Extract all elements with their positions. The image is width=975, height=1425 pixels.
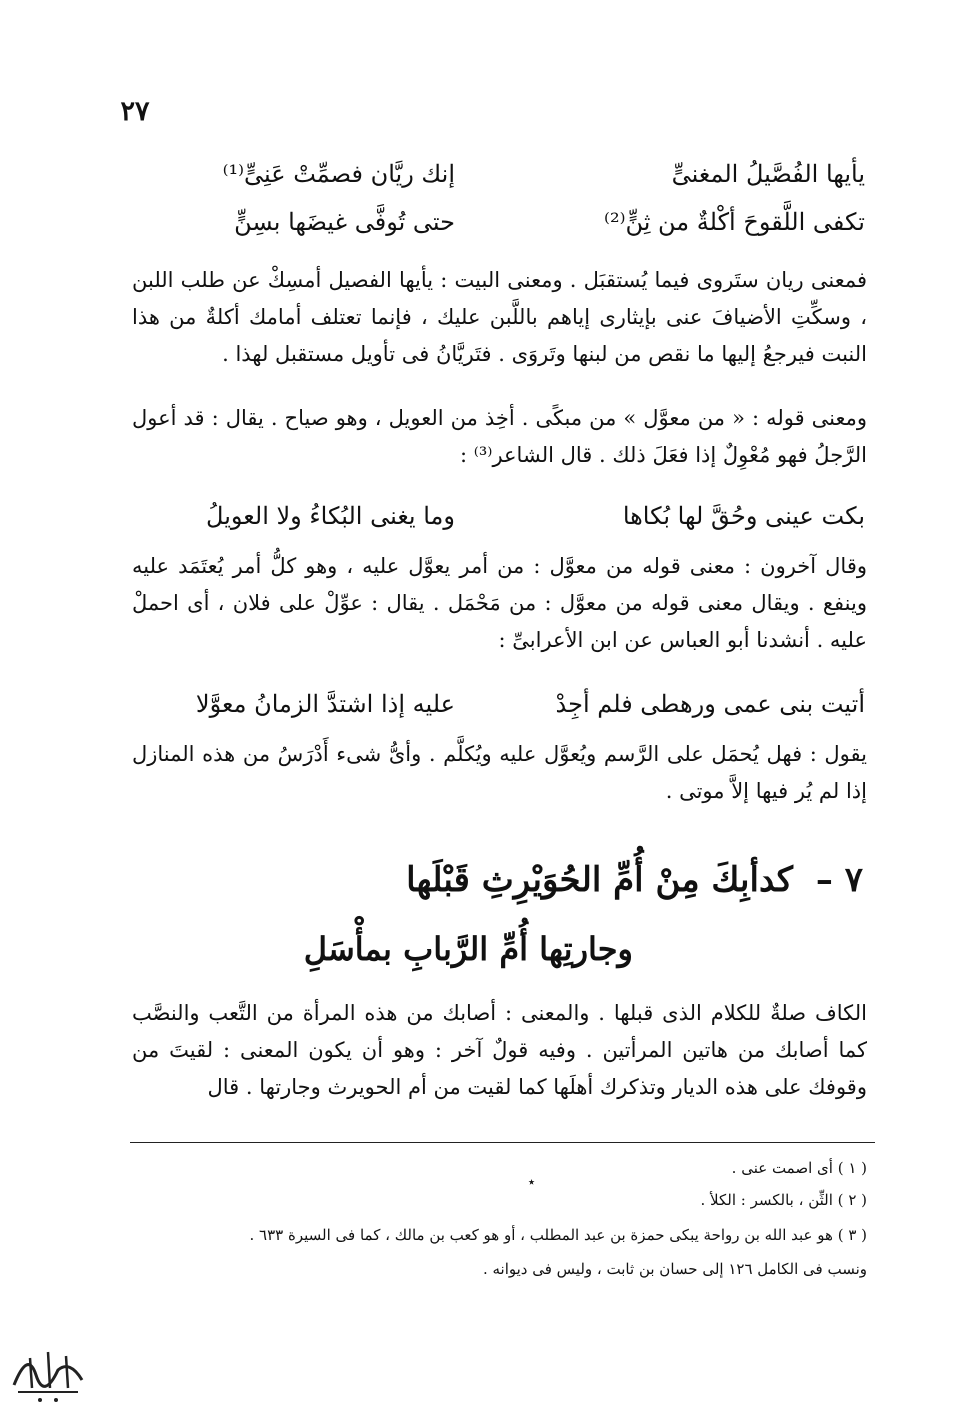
- paragraph-4: يقول : فهل يُحمَل على الرَّسم ويُعوَّل عليه ويُكلَّم . وأىُّ شىء أَدْرَسُ من هذه المنازل إذا لم يُر فيها إلاَّ موتى .: [132, 742, 867, 803]
- verse-line-1: [145, 160, 865, 202]
- poem-number: ٧ –: [815, 860, 863, 900]
- footnote-divider: [130, 1142, 875, 1143]
- calligraphy-logo-icon: [8, 1330, 88, 1410]
- footnote-mark: ٭: [528, 1175, 536, 1190]
- verse-line-2: [145, 208, 865, 250]
- verse-hemistich-first: يأيها الفُصَّيلُ المغنىٍّ: [671, 160, 865, 188]
- footnote-3-continued: ونسب فى الكامل ١٢٦ إلى حسان بن ثابت ، وليس فى ديوانه .: [482, 1260, 867, 1278]
- verse-hemistich-second: وما يغنى البُكاءُ ولا العويلُ: [206, 502, 455, 530]
- footnote-1: ( ١ ) أى اصمت عنى .: [731, 1159, 867, 1177]
- paragraph-5: الكاف صلةٌ للكلام الذى قبلها . والمعنى : أصابك من هذه المرأة من التَّعب والنصَّب كما أصابك من هاتين المرأتين . وفيه قولٌ آخر : وهو أن يكون المعنى : لقيتَ من وقوفك على هذه الديار وتذكرك أهلَها كما لقيت من أم الحويرث وجارتها . قال: [132, 1001, 867, 1099]
- verse-hemistich-first: أتيت بنى عمى ورهطى فلم أجِدْ: [555, 690, 865, 718]
- verse-hemistich-first: بكت عينى وحُقَّ لها بُكاها: [622, 502, 865, 530]
- poem-hemistich-first: كدأبِكَ مِنْ أُمِّ الحُوَيْرِثِ قَبْلَها: [406, 860, 793, 900]
- verse-hemistich-first: تكفى اللَّقوحَ أكْلةٌ من ثِنٍّ⁽²⁾: [604, 208, 865, 236]
- verse-quote-2: [145, 690, 865, 732]
- verse-quote-1: [145, 502, 865, 544]
- footnote-3: ( ٣ ) هو عبد الله بن رواحة يبكى حمزة بن عبد المطلب ، أو هو كعب بن مالك ، كما فى السيرة ٦٣٣ .: [249, 1226, 867, 1244]
- verse-hemistich-second: حتى تُوفَّى غيضَها بسِنٍّ: [234, 208, 455, 236]
- page-number: ٢٧: [120, 96, 150, 127]
- verse-hemistich-second: إنك ريَّان فصمِّتْ عَنِىٍّ⁽¹⁾: [222, 160, 455, 188]
- verse-hemistich-second: عليه إذا اشتدَّ الزمانُ معوَّلا: [195, 690, 455, 718]
- footnote-2: ( ٢ ) الثِّن ، بالكسر : الكلأ .: [700, 1191, 867, 1209]
- paragraph-3: وقال آخرون : معنى قوله من معوَّل : من أمر يعوَّل عليه ، وهو كلُّ أمر يُعتَمَد عليه وينفع . ويقال معنى قوله من معوَّل : من مَحْمَل . يقال : عوِّلْ على فلان ، أى احملْ عليه . أنشدنا أبو العباس عن ابن الأعرابىِّ :: [132, 554, 867, 652]
- paragraph-1: فمعنى ريان ستَروى فيما يُستقبَل . ومعنى البيت : يأيها الفصيل أمسِكْ عن طلب اللبن ، وسكِّتِ الأضيافَ عنى بإيثارى إياهم باللَّبن عليك ، فإنما تعتلف أمامك أكلةٌ من هذا النبت فيرجعُ إليها ما نقص من لبنها وتَروَى . فتَريَّانُ فى تأويل مستقبل لهذا .: [132, 268, 867, 366]
- paragraph-2: ومعنى قوله : « من معوَّل » من مبكًى . أخِذ من العويل ، وهو صياح . يقال : قد أعول الرَّجلُ فهو مُعْوِلٌ إذا فعَلَ ذلك . قال الشاعر⁽³⁾ :: [132, 406, 867, 467]
- poem-hemistich-second: وجارتِها أُمِّ الرَّبابِ بمأْسَلِ: [303, 930, 633, 968]
